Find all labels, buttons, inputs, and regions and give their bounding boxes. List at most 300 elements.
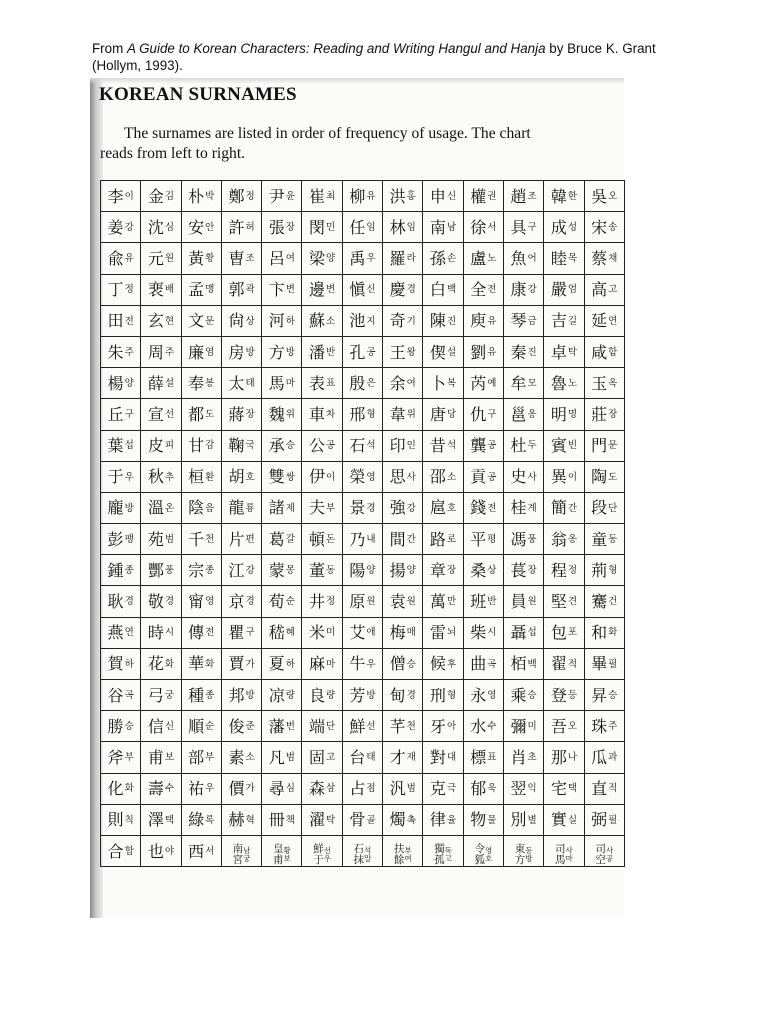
surname-cell bbox=[342, 586, 382, 617]
surname-cell bbox=[544, 243, 584, 274]
surname-cell bbox=[262, 835, 302, 866]
surname-cell bbox=[463, 243, 503, 274]
hangul-reading: 송 bbox=[608, 222, 618, 234]
hanja-character: 蔣 bbox=[228, 404, 245, 424]
surname-cell bbox=[262, 742, 302, 773]
hangul-reading: 피 bbox=[164, 440, 175, 452]
table-row bbox=[101, 368, 625, 399]
surname-cell bbox=[302, 461, 342, 492]
hanja-character: 實 bbox=[550, 810, 567, 830]
surname-cell bbox=[141, 524, 181, 555]
surname-cell bbox=[503, 648, 543, 679]
hangul-reading: 공 bbox=[487, 471, 497, 483]
hangul-reading: 함 bbox=[608, 346, 618, 358]
hanja-character: 原 bbox=[349, 592, 366, 612]
hangul-reading: 고 bbox=[608, 284, 618, 296]
hangul-reading: 후 bbox=[446, 658, 457, 670]
surname-cell bbox=[463, 368, 503, 399]
surname-cell bbox=[262, 773, 302, 804]
hanja-character: 兪 bbox=[107, 248, 124, 268]
hanja-character: 偰 bbox=[429, 342, 446, 362]
hangul-reading: 소 bbox=[245, 752, 255, 764]
surname-cell bbox=[181, 368, 221, 399]
surname-cell bbox=[181, 336, 221, 367]
surname-cell bbox=[221, 181, 261, 212]
surname-cell bbox=[342, 181, 382, 212]
hangul-reading: 우 bbox=[124, 471, 134, 483]
surname-cell bbox=[101, 305, 141, 336]
surname-cell bbox=[302, 274, 342, 305]
hanja-character: 對 bbox=[429, 747, 446, 767]
hanja-character: 貢 bbox=[470, 467, 487, 487]
surname-cell bbox=[503, 773, 543, 804]
hangul-reading: 부 여 bbox=[404, 845, 412, 863]
hangul-reading: 보 bbox=[164, 752, 175, 764]
hangul-reading: 성 bbox=[567, 222, 578, 234]
hanja-character: 昔 bbox=[429, 436, 446, 456]
hangul-reading: 구 bbox=[527, 222, 537, 234]
hanja-compound: 司 空 bbox=[595, 842, 606, 866]
surname-cell bbox=[262, 492, 302, 523]
surname-cell bbox=[383, 835, 423, 866]
hangul-reading: 두 bbox=[527, 440, 537, 452]
hanja-character: 裵 bbox=[147, 280, 164, 300]
hangul-reading: 원 bbox=[406, 596, 416, 608]
hanja-character: 弓 bbox=[147, 685, 164, 705]
hanja-character: 耿 bbox=[107, 592, 124, 612]
hanja-character: 肖 bbox=[510, 747, 527, 767]
hanja-character: 宋 bbox=[591, 217, 608, 237]
hanja-character: 玄 bbox=[147, 311, 164, 331]
hanja-character: 公 bbox=[309, 436, 326, 456]
surname-cell bbox=[101, 804, 141, 835]
surname-cell bbox=[181, 711, 221, 742]
surname-cell bbox=[262, 524, 302, 555]
hangul-reading: 서 bbox=[487, 222, 497, 234]
hanja-character: 卜 bbox=[429, 373, 446, 393]
surname-cell bbox=[101, 492, 141, 523]
hangul-reading: 빈 bbox=[567, 440, 578, 452]
hanja-character: 克 bbox=[429, 779, 446, 799]
hangul-reading: 영 bbox=[487, 689, 497, 701]
hanja-character: 賀 bbox=[107, 654, 124, 674]
surname-cell bbox=[584, 399, 624, 430]
hanja-character: 敬 bbox=[147, 592, 164, 612]
hanja-character: 澤 bbox=[147, 810, 164, 830]
hangul-reading: 가 bbox=[245, 658, 255, 670]
hanja-character: 金 bbox=[147, 186, 164, 206]
hanja-character: 谷 bbox=[107, 685, 124, 705]
hangul-reading: 동 bbox=[608, 533, 618, 545]
surname-cell bbox=[383, 430, 423, 461]
hanja-character: 玉 bbox=[591, 373, 608, 393]
hangul-reading: 범 bbox=[285, 752, 295, 764]
hanja-character: 牟 bbox=[510, 373, 527, 393]
hanja-character: 桑 bbox=[470, 560, 487, 580]
hanja-character: 楊 bbox=[107, 373, 124, 393]
surname-cell bbox=[584, 181, 624, 212]
surname-cell bbox=[262, 274, 302, 305]
surname-cell bbox=[503, 243, 543, 274]
surname-cell bbox=[302, 368, 342, 399]
hanja-character: 劉 bbox=[470, 342, 487, 362]
hangul-reading: 구 bbox=[487, 409, 497, 421]
surname-cell bbox=[503, 336, 543, 367]
surname-cell bbox=[463, 804, 503, 835]
surname-cell bbox=[221, 305, 261, 336]
hangul-reading: 필 bbox=[608, 658, 618, 670]
surname-cell bbox=[302, 181, 342, 212]
hangul-reading: 범 bbox=[406, 783, 416, 795]
hanja-character: 表 bbox=[309, 373, 326, 393]
hangul-reading: 승 bbox=[285, 440, 295, 452]
surname-cell bbox=[221, 680, 261, 711]
hanja-character: 呂 bbox=[268, 248, 285, 268]
hangul-reading: 섭 bbox=[124, 440, 134, 452]
hanja-character: 趙 bbox=[510, 186, 527, 206]
hangul-reading: 시 bbox=[164, 627, 175, 639]
hanja-character: 那 bbox=[550, 747, 567, 767]
surname-cell bbox=[584, 461, 624, 492]
hangul-reading: 섭 bbox=[527, 627, 537, 639]
surname-cell bbox=[503, 555, 543, 586]
hangul-reading: 최 bbox=[326, 190, 336, 202]
hangul-reading: 승 bbox=[124, 721, 134, 733]
hanja-character: 唐 bbox=[429, 404, 446, 424]
surname-cell bbox=[423, 680, 463, 711]
surname-cell bbox=[503, 212, 543, 243]
hangul-reading: 인 bbox=[406, 440, 416, 452]
hanja-character: 陶 bbox=[591, 467, 608, 487]
hangul-reading: 신 bbox=[446, 190, 457, 202]
hanja-character: 包 bbox=[550, 623, 567, 643]
surname-cell bbox=[342, 399, 382, 430]
hangul-reading: 염 bbox=[205, 346, 215, 358]
surname-cell bbox=[342, 274, 382, 305]
hanja-character: 太 bbox=[228, 373, 245, 393]
surname-cell bbox=[383, 680, 423, 711]
hangul-reading: 시 bbox=[487, 627, 497, 639]
surname-cell bbox=[584, 773, 624, 804]
hanja-character: 端 bbox=[309, 716, 326, 736]
surname-cell bbox=[221, 336, 261, 367]
hanja-character: 陽 bbox=[349, 560, 366, 580]
surname-cell bbox=[423, 773, 463, 804]
surname-cell bbox=[302, 648, 342, 679]
hangul-reading: 수 bbox=[164, 783, 175, 795]
hanja-character: 俊 bbox=[228, 716, 245, 736]
surname-cell bbox=[503, 461, 543, 492]
hangul-reading: 표 bbox=[326, 377, 336, 389]
surname-cell bbox=[463, 617, 503, 648]
hanja-character: 刑 bbox=[429, 685, 446, 705]
hanja-character: 申 bbox=[429, 186, 446, 206]
hangul-reading: 문 bbox=[205, 315, 215, 327]
surname-cell bbox=[423, 524, 463, 555]
hanja-character: 杜 bbox=[510, 436, 527, 456]
hangul-reading: 소 bbox=[326, 315, 336, 327]
hanja-character: 溫 bbox=[147, 498, 164, 518]
surname-cell bbox=[302, 430, 342, 461]
hangul-reading: 이 bbox=[326, 471, 336, 483]
surname-cell bbox=[181, 742, 221, 773]
surname-cell bbox=[584, 617, 624, 648]
surname-cell bbox=[463, 711, 503, 742]
surname-cell bbox=[101, 212, 141, 243]
hangul-reading: 복 bbox=[446, 377, 457, 389]
hangul-reading: 촉 bbox=[406, 814, 416, 826]
hangul-reading: 어 bbox=[527, 253, 537, 265]
surname-cell bbox=[342, 648, 382, 679]
hanja-character: 奇 bbox=[389, 311, 406, 331]
surname-cell bbox=[302, 773, 342, 804]
hangul-reading: 석 bbox=[446, 440, 457, 452]
hanja-character: 則 bbox=[107, 810, 124, 830]
surname-cell bbox=[342, 804, 382, 835]
hanja-compound: 司 馬 bbox=[555, 842, 566, 866]
hanja-character: 間 bbox=[389, 529, 406, 549]
hanja-character: 別 bbox=[510, 810, 527, 830]
hanja-character: 禹 bbox=[349, 248, 366, 268]
surname-cell bbox=[423, 742, 463, 773]
hanja-character: 睦 bbox=[550, 248, 567, 268]
hangul-reading: 석 bbox=[366, 440, 376, 452]
hanja-character: 荊 bbox=[591, 560, 608, 580]
hangul-reading: 양 bbox=[366, 565, 376, 577]
hanja-character: 鄭 bbox=[228, 186, 245, 206]
surname-cell bbox=[383, 773, 423, 804]
surname-cell bbox=[383, 243, 423, 274]
surname-cell bbox=[342, 243, 382, 274]
hangul-reading: 당 bbox=[446, 409, 457, 421]
surname-cell bbox=[503, 617, 543, 648]
hanja-character: 陰 bbox=[188, 498, 205, 518]
surname-cell bbox=[302, 835, 342, 866]
hangul-reading: 위 bbox=[406, 409, 416, 421]
hangul-reading: 마 bbox=[326, 658, 336, 670]
hangul-reading: 영 bbox=[366, 471, 376, 483]
hangul-reading: 안 bbox=[205, 222, 215, 234]
hangul-reading: 경 bbox=[245, 596, 255, 608]
surname-cell bbox=[342, 492, 382, 523]
surname-cell bbox=[423, 368, 463, 399]
hanja-character: 皮 bbox=[147, 436, 164, 456]
surname-cell bbox=[302, 586, 342, 617]
hanja-character: 片 bbox=[228, 529, 245, 549]
hanja-character: 汎 bbox=[389, 779, 406, 799]
hangul-reading: 음 bbox=[205, 502, 215, 514]
surname-cell bbox=[342, 461, 382, 492]
surname-cell bbox=[544, 586, 584, 617]
hanja-character: 全 bbox=[470, 280, 487, 300]
hangul-reading: 심 bbox=[164, 222, 175, 234]
hangul-reading: 모 bbox=[527, 377, 537, 389]
hangul-reading: 록 bbox=[205, 814, 215, 826]
surname-cell bbox=[423, 181, 463, 212]
hangul-reading: 부 bbox=[205, 752, 215, 764]
surname-cell bbox=[423, 586, 463, 617]
hanja-character: 景 bbox=[349, 498, 366, 518]
hangul-reading: 오 bbox=[608, 190, 618, 202]
hangul-reading: 위 bbox=[285, 409, 295, 421]
hanja-character: 化 bbox=[107, 779, 124, 799]
hanja-character: 莊 bbox=[591, 404, 608, 424]
surname-cell bbox=[101, 617, 141, 648]
surname-cell bbox=[181, 430, 221, 461]
hanja-character: 京 bbox=[228, 592, 245, 612]
surname-cell bbox=[584, 680, 624, 711]
surname-cell bbox=[141, 648, 181, 679]
hanja-character: 苑 bbox=[147, 529, 164, 549]
surname-cell bbox=[423, 305, 463, 336]
surname-cell bbox=[544, 835, 584, 866]
hanja-character: 翁 bbox=[550, 529, 567, 549]
hanja-character: 夫 bbox=[309, 498, 326, 518]
surname-cell bbox=[544, 274, 584, 305]
surname-cell bbox=[141, 742, 181, 773]
surname-cell bbox=[503, 368, 543, 399]
hanja-character: 甫 bbox=[147, 747, 164, 767]
surname-cell bbox=[302, 711, 342, 742]
intro-paragraph bbox=[100, 124, 620, 164]
hanja-character: 孔 bbox=[349, 342, 366, 362]
hangul-reading: 방 bbox=[245, 689, 255, 701]
hangul-reading: 사 공 bbox=[605, 845, 614, 863]
hanja-character: 魚 bbox=[510, 248, 527, 268]
hanja-character: 吳 bbox=[591, 186, 608, 206]
surname-cell bbox=[262, 555, 302, 586]
surname-cell bbox=[221, 711, 261, 742]
hanja-character: 種 bbox=[188, 685, 205, 705]
hanja-character: 森 bbox=[309, 779, 326, 799]
surname-cell bbox=[383, 492, 423, 523]
hanja-character: 琴 bbox=[510, 311, 527, 331]
hangul-reading: 별 bbox=[527, 814, 537, 826]
hangul-reading: 목 bbox=[567, 253, 578, 265]
table-row bbox=[101, 181, 625, 212]
hanja-character: 平 bbox=[470, 529, 487, 549]
hangul-reading: 임 bbox=[366, 222, 376, 234]
surname-cell bbox=[221, 742, 261, 773]
surname-cell bbox=[544, 773, 584, 804]
hangul-reading: 골 bbox=[366, 814, 376, 826]
hanja-character: 黃 bbox=[188, 248, 205, 268]
hangul-reading: 태 bbox=[245, 377, 255, 389]
surname-cell bbox=[342, 835, 382, 866]
surname-cell bbox=[423, 212, 463, 243]
surname-cell bbox=[101, 399, 141, 430]
hanja-character: 董 bbox=[309, 560, 326, 580]
surname-cell bbox=[342, 368, 382, 399]
hanja-character: 明 bbox=[550, 404, 567, 424]
hangul-reading: 이 bbox=[567, 471, 578, 483]
hanja-character: 占 bbox=[349, 779, 366, 799]
surname-cell bbox=[342, 524, 382, 555]
hangul-reading: 종 bbox=[205, 689, 215, 701]
hanja-character: 尹 bbox=[268, 186, 285, 206]
surname-cell bbox=[221, 430, 261, 461]
surname-cell bbox=[181, 243, 221, 274]
hanja-character: 台 bbox=[349, 747, 366, 767]
citation-prefix: From bbox=[92, 41, 127, 56]
hanja-character: 廉 bbox=[188, 342, 205, 362]
surname-cell bbox=[383, 461, 423, 492]
hanja-character: 登 bbox=[550, 685, 567, 705]
hanja-character: 康 bbox=[510, 280, 527, 300]
surname-cell bbox=[503, 305, 543, 336]
surname-cell bbox=[463, 274, 503, 305]
surname-cell bbox=[503, 524, 543, 555]
hanja-character: 許 bbox=[228, 217, 245, 237]
hangul-reading: 서 bbox=[205, 845, 215, 857]
surname-cell bbox=[101, 648, 141, 679]
hangul-reading: 승 bbox=[608, 689, 618, 701]
hangul-reading: 칙 bbox=[124, 814, 134, 826]
surname-cell bbox=[503, 711, 543, 742]
hanja-character: 仇 bbox=[470, 404, 487, 424]
hanja-character: 昇 bbox=[591, 685, 608, 705]
hangul-reading: 김 bbox=[164, 190, 175, 202]
hanja-character: 聶 bbox=[510, 623, 527, 643]
table-row bbox=[101, 492, 625, 523]
hanja-character: 孟 bbox=[188, 280, 205, 300]
surname-cell bbox=[221, 212, 261, 243]
table-row bbox=[101, 461, 625, 492]
hangul-reading: 여 bbox=[285, 253, 295, 265]
hangul-reading: 사 마 bbox=[565, 845, 573, 863]
hanja-character: 柳 bbox=[349, 186, 366, 206]
surname-cell bbox=[101, 430, 141, 461]
surname-cell bbox=[463, 336, 503, 367]
surname-cell bbox=[141, 555, 181, 586]
hanja-character: 班 bbox=[470, 592, 487, 612]
hangul-reading: 선 bbox=[366, 721, 376, 733]
surname-cell bbox=[544, 492, 584, 523]
hanja-character: 安 bbox=[188, 217, 205, 237]
intro-line-2: reads from left to right. bbox=[100, 145, 246, 162]
hangul-reading: 유 bbox=[487, 315, 497, 327]
hanja-character: 彌 bbox=[510, 716, 527, 736]
hanja-character: 高 bbox=[591, 280, 608, 300]
hanja-character: 赫 bbox=[228, 810, 245, 830]
hanja-character: 梅 bbox=[389, 623, 406, 643]
hanja-character: 邢 bbox=[349, 404, 366, 424]
hangul-reading: 강 bbox=[527, 284, 537, 296]
surname-cell bbox=[463, 492, 503, 523]
hanja-character: 異 bbox=[550, 467, 567, 487]
hangul-reading: 봉 bbox=[205, 377, 215, 389]
hangul-reading: 권 bbox=[487, 190, 497, 202]
surname-cell bbox=[584, 274, 624, 305]
surname-cell bbox=[383, 617, 423, 648]
hangul-reading: 전 bbox=[487, 284, 497, 296]
hanja-character: 魏 bbox=[268, 404, 285, 424]
hanja-character: 路 bbox=[429, 529, 446, 549]
hanja-compound: 獨 孤 bbox=[434, 842, 445, 866]
hanja-character: 咸 bbox=[591, 342, 608, 362]
hanja-compound: 鮮 于 bbox=[313, 842, 324, 866]
surname-cell bbox=[342, 305, 382, 336]
hangul-reading: 영 호 bbox=[484, 845, 493, 863]
hangul-reading: 강 bbox=[406, 502, 416, 514]
hangul-reading: 방 bbox=[245, 346, 255, 358]
hanja-character: 候 bbox=[429, 654, 446, 674]
hanja-character: 曺 bbox=[228, 248, 245, 268]
hanja-character: 夏 bbox=[268, 654, 285, 674]
hanja-character: 錢 bbox=[470, 498, 487, 518]
hangul-reading: 극 bbox=[446, 783, 457, 795]
table-row bbox=[101, 524, 625, 555]
